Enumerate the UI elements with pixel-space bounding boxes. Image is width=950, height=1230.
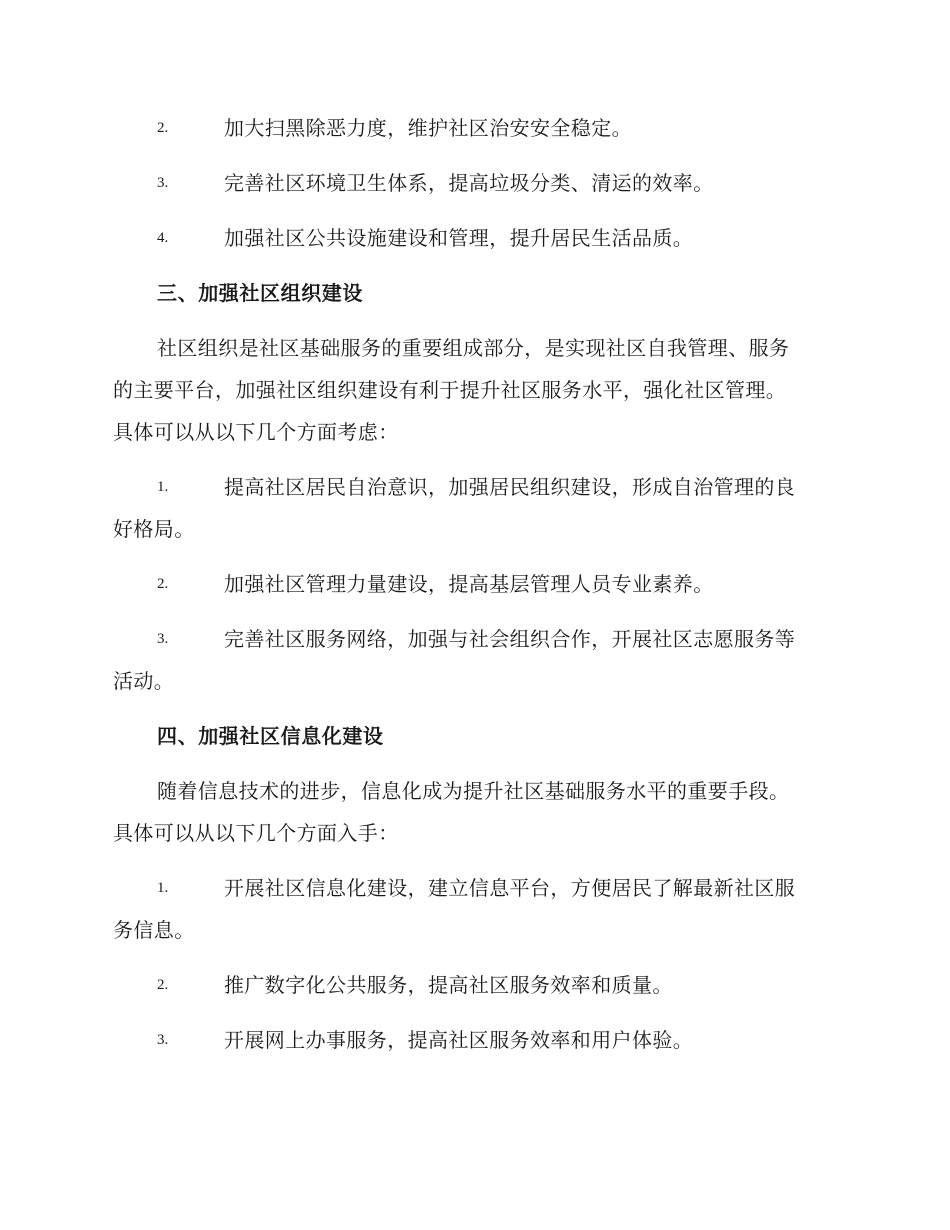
list-item-continuation: 活动。 (113, 669, 175, 693)
list-item-number: 2. (157, 576, 169, 592)
list-item-text: 加大扫黑除恶力度，维护社区治安安全稳定。 (224, 116, 632, 140)
paragraph-line: 随着信息技术的进步，信息化成为提升社区基础服务水平的重要手段。 (157, 779, 790, 803)
paragraph-line: 社区组织是社区基础服务的重要组成部分，是实现社区自我管理、服务 (157, 336, 790, 360)
list-item-text: 完善社区服务网络，加强与社会组织合作，开展社区志愿服务等 (224, 627, 796, 651)
list-item-number: 3. (157, 1032, 169, 1048)
paragraph-line: 的主要平台，加强社区组织建设有利于提升社区服务水平，强化社区管理。 (113, 378, 787, 402)
section-heading: 四、加强社区信息化建设 (157, 724, 384, 748)
list-item-number: 3. (157, 631, 169, 647)
list-item-continuation: 务信息。 (113, 918, 195, 942)
list-item-number: 3. (157, 175, 169, 191)
paragraph-line: 具体可以从以下几个方面考虑： (113, 420, 399, 444)
list-item-number: 1. (157, 479, 169, 495)
list-item-number: 2. (157, 977, 169, 993)
list-item-number: 4. (157, 230, 169, 246)
list-item-text: 推广数字化公共服务，提高社区服务效率和质量。 (224, 973, 673, 997)
list-item-text: 提高社区居民自治意识，加强居民组织建设，形成自治管理的良 (224, 475, 796, 499)
section-heading: 三、加强社区组织建设 (157, 281, 363, 305)
list-item-continuation: 好格局。 (113, 517, 195, 541)
list-item-text: 加强社区管理力量建设，提高基层管理人员专业素养。 (224, 572, 714, 596)
list-item-number: 2. (157, 120, 169, 136)
paragraph-line: 具体可以从以下几个方面入手： (113, 821, 399, 845)
list-item-text: 完善社区环境卫生体系，提高垃圾分类、清运的效率。 (224, 171, 714, 195)
list-item-text: 开展网上办事服务，提高社区服务效率和用户体验。 (224, 1028, 694, 1052)
list-item-text: 加强社区公共设施建设和管理，提升居民生活品质。 (224, 226, 694, 250)
list-item-number: 1. (157, 880, 169, 896)
list-item-text: 开展社区信息化建设，建立信息平台，方便居民了解最新社区服 (224, 876, 796, 900)
